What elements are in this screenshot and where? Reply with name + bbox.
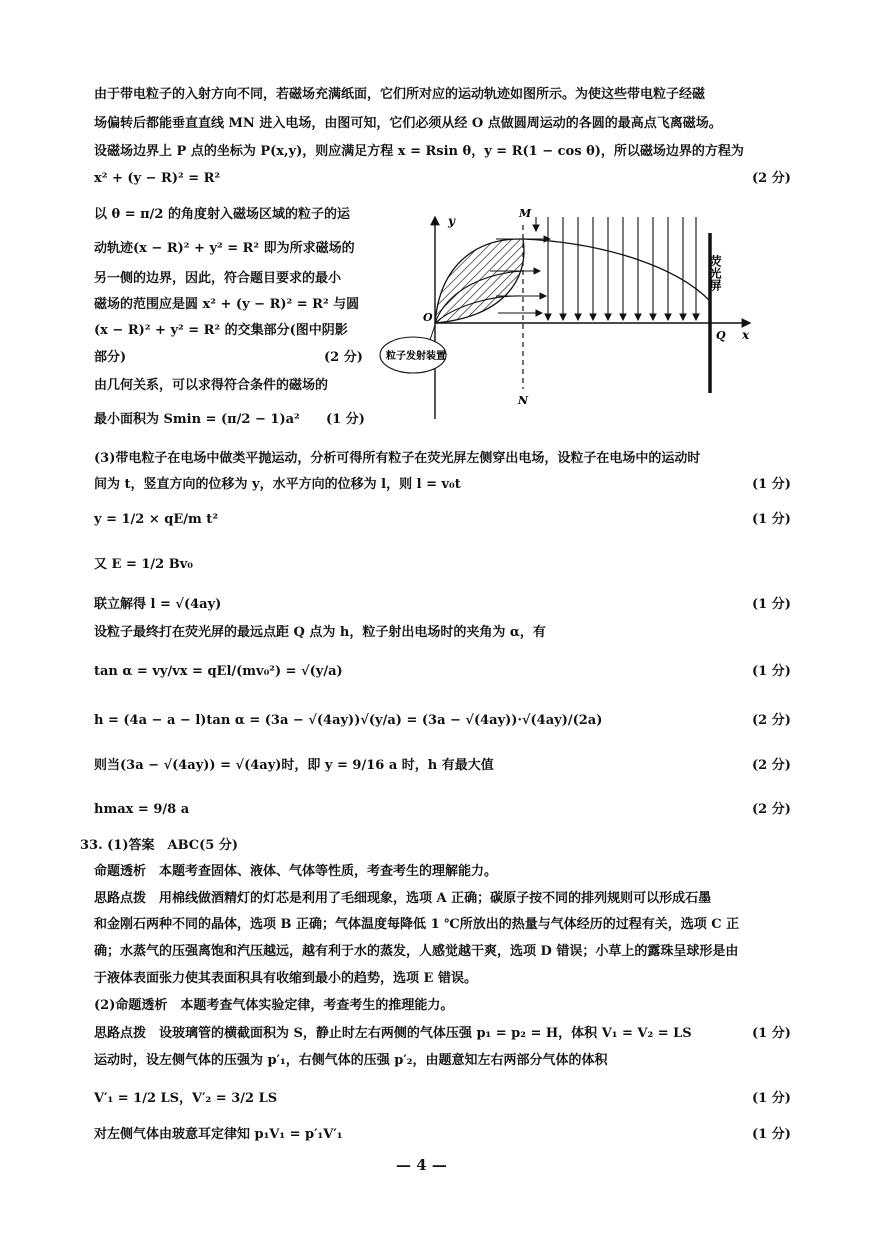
text-line: 由几何关系，可以求得符合条件的磁场的	[94, 378, 329, 393]
label-y: y	[448, 214, 455, 228]
text-line: 另一侧的边界，因此，符合题目要求的最小	[94, 271, 342, 286]
screen-label: 荧光屏	[708, 255, 722, 291]
text-line: 对左侧气体由玻意耳定律知 p₁V₁ = p′₁V′₁	[94, 1127, 343, 1142]
text-line: 思路点拨 用棉线做酒精灯的灯芯是利用了毛细现象，选项 A 正确；碳原子按不同的排列规则可以形成石墨	[94, 891, 712, 906]
text-line: 最小面积为 Smin = (π/2 − 1)a²	[94, 412, 300, 427]
score: (2 分)	[752, 758, 791, 773]
equation-line: y = 1/2 × qE/m t²	[94, 512, 219, 527]
label-x: x	[742, 328, 750, 342]
equation-line: 则当(3a − √(4ay)) = √(4ay)时，即 y = 9/16 a 时，h 有最大值	[94, 758, 494, 773]
text-line: (2)命题透析 本题考查气体实验定律，考查考生的推理能力。	[94, 998, 454, 1013]
electric-field-lines	[536, 217, 696, 320]
text-line: 运动时，设左侧气体的压强为 p′₁，右侧气体的压强 p′₂，由题意知左右两部分气体的体积	[94, 1053, 608, 1068]
equation-line: V′₁ = 1/2 LS，V′₂ = 3/2 LS	[94, 1091, 278, 1106]
equation-line: x² + (y − R)² = R²	[94, 171, 221, 186]
label-o: O	[423, 311, 433, 324]
text-line: 场偏转后都能垂直直线 MN 进入电场，由图可知，它们必须从经 O 点做圆周运动的各圆的最高点飞离磁场。	[94, 116, 722, 131]
score: (1 分)	[752, 477, 791, 492]
score: (2 分)	[324, 350, 363, 365]
text-line: 由于带电粒子的入射方向不同，若磁场充满纸面，它们所对应的运动轨迹如图所示。为使这些带电粒子经磁	[94, 87, 706, 102]
text-line: 确；水蒸气的压强离饱和汽压越远，越有利于水的蒸发，人感觉越干爽，选项 D 错误；小草上的露珠呈球形是由	[94, 944, 739, 959]
text-line: 动轨迹(x − R)² + y² = R² 即为所求磁场的	[94, 241, 355, 256]
score: (2 分)	[752, 713, 791, 728]
text-line: 以 θ = π/2 的角度射入磁场区域的粒子的运	[94, 207, 350, 222]
label-n: N	[518, 394, 529, 407]
equation-line: hmax = 9/8 a	[94, 802, 190, 817]
label-q: Q	[716, 329, 726, 342]
score: (1 分)	[752, 1127, 791, 1142]
score: (2 分)	[752, 171, 791, 186]
particle-parabola	[523, 239, 710, 301]
label-m: M	[519, 207, 532, 220]
text-line: 于液体表面张力使其表面积具有收缩到最小的趋势，选项 E 错误。	[94, 971, 477, 986]
text-line: 间为 t，竖直方向的位移为 y，水平方向的位移为 l，则 l = v₀t	[94, 477, 461, 492]
score: (2 分)	[752, 802, 791, 817]
equation-line: tan α = vy/vx = qEl/(mv₀²) = √(y/a)	[94, 664, 343, 679]
question-answer: 33. (1)答案 ABC(5 分)	[80, 838, 239, 853]
text-line: 设磁场边界上 P 点的坐标为 P(x,y)，则应满足方程 x = Rsin θ，y = R(1 − cos θ)，所以磁场边界的方程为	[94, 144, 744, 159]
score: (1 分)	[752, 597, 791, 612]
score: (1 分)	[752, 512, 791, 527]
score: (1 分)	[752, 1091, 791, 1106]
equation-line: h = (4a − a − l)tan α = (3a − √(4ay))√(y/a) = (3a − √(4ay))·√(4ay)/(2a)	[94, 713, 603, 728]
text-line: (3)带电粒子在电场中做类平抛运动，分析可得所有粒子在荧光屏左侧穿出电场，设粒子在电场中的运动时	[94, 451, 701, 466]
device-label: 粒子发射装置	[386, 351, 446, 362]
page-number: — 4 —	[396, 1156, 447, 1174]
text-line: 部分)	[94, 350, 127, 365]
score: (1 分)	[752, 664, 791, 679]
text-line: 命题透析 本题考查固体、液体、气体等性质，考查考生的理解能力。	[94, 864, 498, 879]
equation-line: 联立解得 l = √(4ay)	[94, 597, 222, 612]
text-line: 和金刚石两种不同的晶体，选项 B 正确；气体温度每降低 1 ℃所放出的热量与气体经历的过程有关，选项 C 正	[94, 917, 740, 932]
text-line: 思路点拨 设玻璃管的横截面积为 S，静止时左右两侧的气体压强 p₁ = p₂ = H，体积 V₁ = V₂ = LS	[94, 1026, 692, 1041]
text-line: (x − R)² + y² = R² 的交集部分(图中阴影	[94, 323, 348, 338]
equation-line: 又 E = 1/2 Bv₀	[94, 557, 193, 572]
score: (1 分)	[326, 412, 365, 427]
score: (1 分)	[752, 1026, 791, 1041]
text-line: 设粒子最终打在荧光屏的最远点距 Q 点为 h，粒子射出电场时的夹角为 α，有	[94, 625, 546, 640]
magnetic-field-diagram	[378, 203, 778, 425]
text-line: 磁场的范围应是圆 x² + (y − R)² = R² 与圆	[94, 297, 360, 312]
